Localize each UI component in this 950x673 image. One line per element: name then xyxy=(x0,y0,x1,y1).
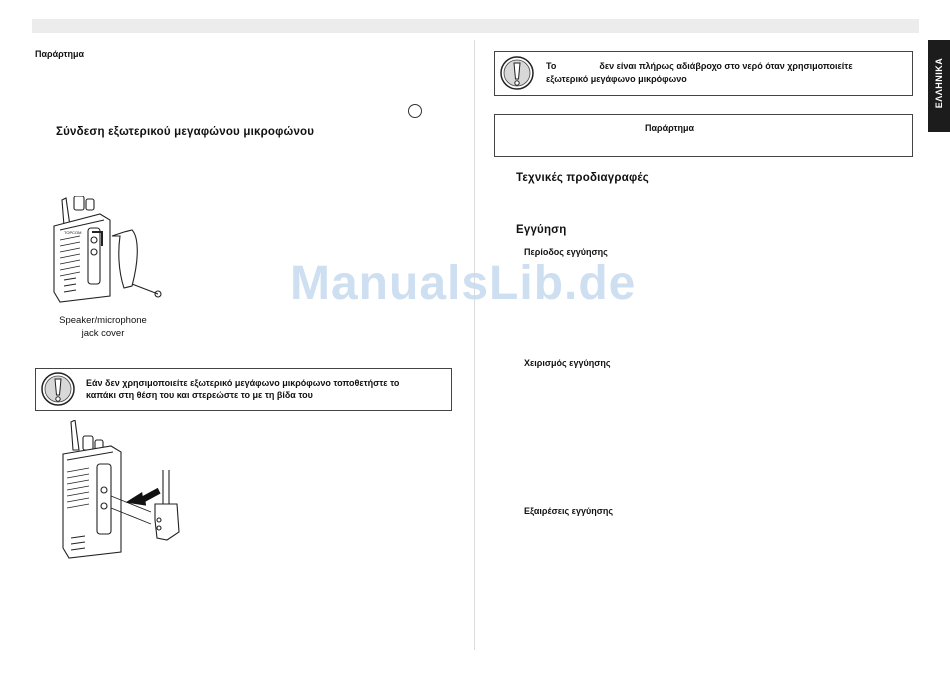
radio-brand-text: TOPCOM xyxy=(64,230,82,235)
waterproof-note-box xyxy=(494,51,913,96)
jack-cover-note-line2: καπάκι στη θέση του και στερεώστε το με τη βίδα του xyxy=(86,390,313,400)
warranty-exclusions-label: Εξαιρέσεις εγγύησης xyxy=(524,506,614,516)
waterproof-note-word1: Το xyxy=(546,61,557,71)
tech-spec-heading: Τεχνικές προδιαγραφές xyxy=(516,172,649,184)
appendix-box xyxy=(494,114,913,157)
watermark: ManualsLib.de xyxy=(290,257,637,310)
warranty-heading: Εγγύηση xyxy=(516,224,567,236)
appendix-box-title: Παράρτημα xyxy=(645,123,695,133)
language-tab xyxy=(928,40,950,132)
warranty-handling-label: Χειρισμός εγγύησης xyxy=(524,358,611,368)
waterproof-note-rest: δεν είναι πλήρως αδιάβροχο στο νερό όταν χρησιμοποιείτε xyxy=(599,61,853,71)
top-bar xyxy=(32,19,919,33)
page-divider xyxy=(474,40,475,650)
circle-marker-icon xyxy=(407,103,423,119)
jack-cover-note-box xyxy=(35,368,452,411)
radio-jack-cover-illustration xyxy=(40,196,170,306)
speaker-mic-heading: Σύνδεση εξωτερικού μεγαφώνου μικροφώνου xyxy=(56,126,315,138)
warranty-period-label: Περίοδος εγγύησης xyxy=(524,247,608,257)
language-tab-label: ΕΛΛΗΝΙΚΑ xyxy=(934,57,944,109)
left-section-label: Παράρτημα xyxy=(35,49,85,59)
jack-cover-caption xyxy=(48,314,158,340)
waterproof-note-line2: εξωτερικό μεγάφωνο μικρόφωνο xyxy=(546,74,687,84)
jack-cover-note-line1: Εάν δεν χρησιμοποιείτε εξωτερικό μεγάφωνο μικρόφωνο τοποθετήστε το xyxy=(86,378,400,388)
jack-cover-caption-line1: Speaker/microphone xyxy=(59,315,147,326)
warning-icon xyxy=(499,55,535,91)
jack-cover-caption-line2: jack cover xyxy=(81,328,125,339)
warning-icon xyxy=(40,371,76,407)
external-speaker-connection-illustration xyxy=(55,420,195,560)
